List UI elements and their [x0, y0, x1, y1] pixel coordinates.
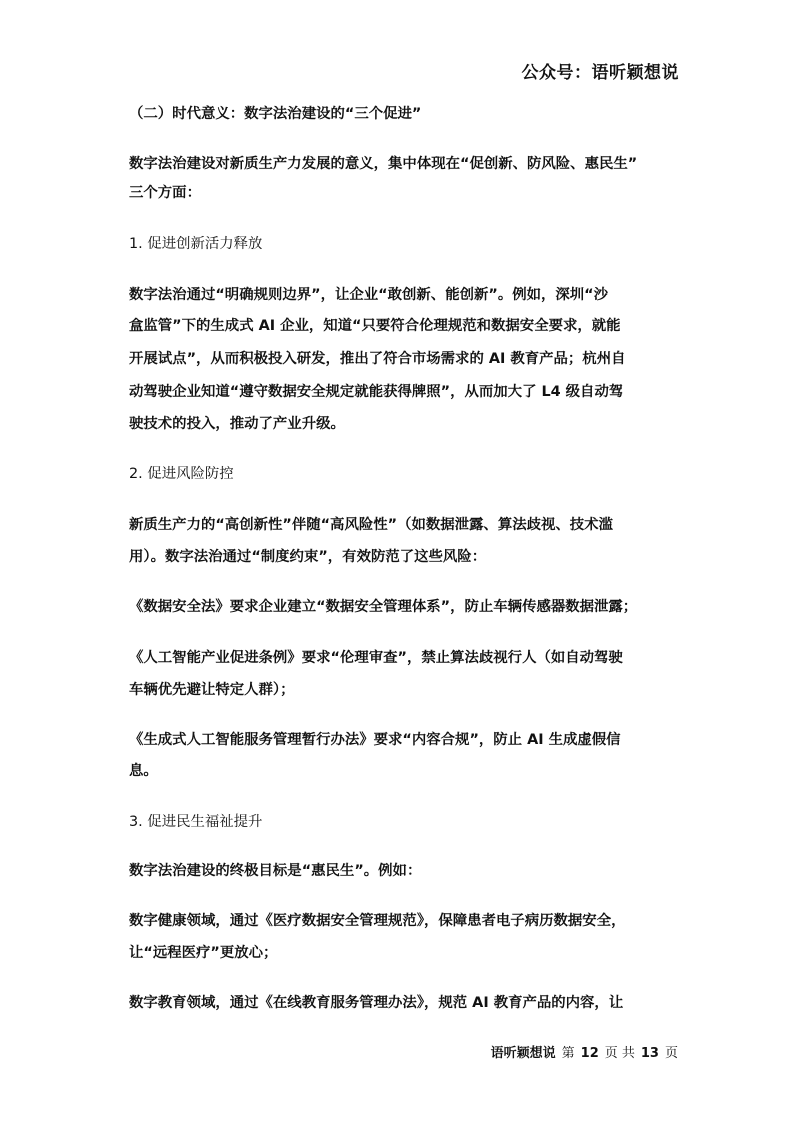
footer-page-current: 12 — [580, 1046, 599, 1061]
subheading-1: 1. 促进创新活力释放 — [129, 236, 263, 252]
paragraph-line: 数字健康领域，通过《医疗数据安全管理规范》，保障患者电子病历数据安全， — [129, 913, 626, 929]
account-header: 公众号：语听颖想说 — [521, 63, 679, 83]
paragraph-line: 《数据安全法》要求企业建立“数据安全管理体系”，防止车辆传感器数据泄露； — [129, 599, 638, 615]
footer-page-mid: 页 共 — [604, 1046, 635, 1061]
subheading-2: 2. 促进风险防控 — [129, 466, 234, 482]
section-heading: （二）时代意义：数字法治建设的“三个促进” — [129, 106, 422, 122]
paragraph-line: 数字法治建设对新质生产力发展的意义，集中体现在“促创新、防风险、惠民生” — [129, 156, 638, 172]
paragraph-line: 驶技术的投入，推动了产业升级。 — [129, 416, 345, 432]
footer-page-total: 13 — [640, 1046, 659, 1061]
footer-brand: 语听颖想说 — [490, 1046, 556, 1061]
paragraph-line: 数字法治通过“明确规则边界”，让企业“敢创新、能创新”。例如，深圳“沙 — [129, 287, 609, 303]
paragraph-line: 用）。数字法治通过“制度约束”，有效防范了这些风险： — [129, 549, 487, 565]
paragraph-line: 息。 — [129, 763, 158, 779]
paragraph-line: 《生成式人工智能服务管理暂行办法》要求“内容合规”，防止 AI 生成虚假信 — [129, 732, 621, 748]
paragraph-line: 数字法治建设的终极目标是“惠民生”。例如： — [129, 863, 422, 879]
paragraph-line: 《人工智能产业促进条例》要求“伦理审查”，禁止算法歧视行人（如自动驾驶 — [129, 650, 623, 666]
paragraph-line: 开展试点”，从而积极投入研发，推出了符合市场需求的 AI 教育产品；杭州自 — [129, 351, 626, 367]
paragraph-line: 车辆优先避让特定人群）； — [129, 682, 295, 698]
paragraph-line: 盒监管”下的生成式 AI 企业，知道“只要符合伦理规范和数据安全要求，就能 — [129, 318, 621, 334]
footer-page-prefix: 第 — [561, 1046, 575, 1061]
page-footer — [491, 1042, 678, 1061]
paragraph-line: 新质生产力的“高创新性”伴随“高风险性”（如数据泄露、算法歧视、技术滥 — [129, 517, 613, 533]
paragraph-line: 让“远程医疗”更放心； — [129, 945, 278, 961]
footer-page-suffix: 页 — [664, 1046, 678, 1061]
paragraph-line: 三个方面： — [129, 185, 201, 201]
paragraph-line: 动驾驶企业知道“遵守数据安全规定就能获得牌照”，从而加大了 L4 级自动驾 — [129, 384, 624, 400]
subheading-3: 3. 促进民生福祉提升 — [129, 814, 263, 830]
paragraph-line: 数字教育领域，通过《在线教育服务管理办法》，规范 AI 教育产品的内容，让 — [129, 995, 624, 1011]
